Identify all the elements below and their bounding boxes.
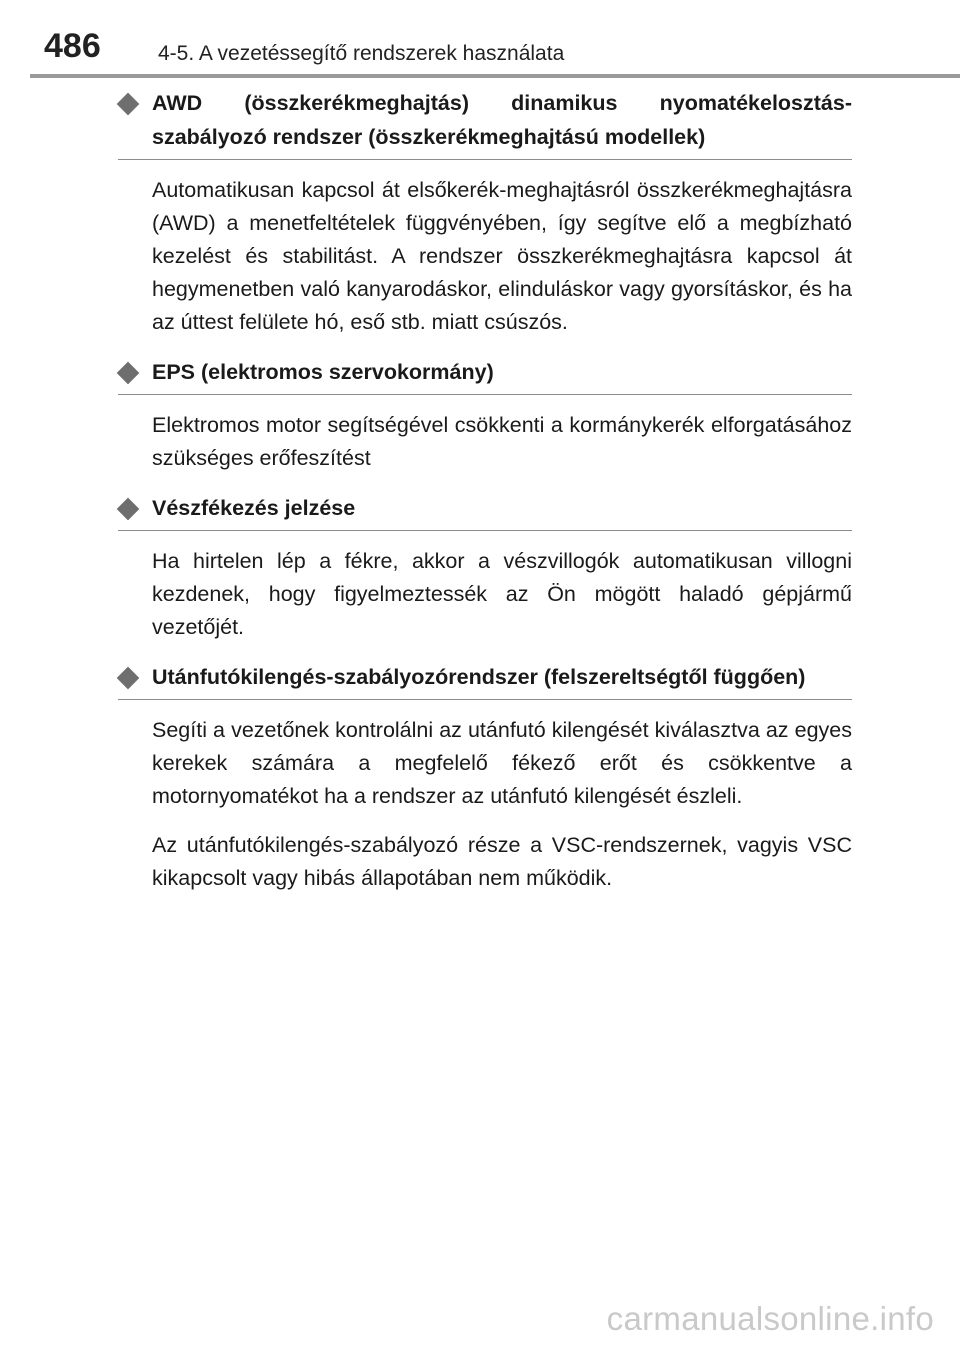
section-title-text: AWD (összkerékmeghajtás) dinamikus nyomatékelosztás-szabályozó rendszer (összkerékmeghajtású modellek): [152, 91, 852, 149]
section-title: [118, 491, 852, 531]
watermark: carmanualsonline.info: [606, 1300, 934, 1337]
section-paragraph: Elektromos motor segítségével csökkenti a kormánykerék elforgatásához szükséges erőfeszítést: [152, 413, 852, 470]
section-title-text: EPS (elektromos szervokormány): [152, 360, 494, 384]
page-number: 486: [44, 27, 101, 65]
section-trailer-sway-control: [118, 660, 852, 895]
diamond-icon: [117, 362, 140, 385]
section-emergency-brake-signal: [118, 491, 852, 644]
section-title: [118, 660, 852, 700]
section-title: [118, 355, 852, 395]
section-paragraph: Az utánfutókilengés-szabályozó része a VSC-rendszernek, vagyis VSC kikapcsolt vagy hibás állapotában nem működik.: [152, 833, 852, 890]
diamond-icon: [117, 667, 140, 690]
section-paragraph: Automatikusan kapcsol át elsőkerék-meghajtásról összkerékmeghajtásra (AWD) a menetfeltételek függvényében, így segítve elő a megbízható kezelést és stabilitást. A rendszer összkerékmeghajtásra kapcsol át hegymenetben való kanyarodáskor, elinduláskor vagy gyorsításkor, és ha az úttest felülete hó, eső stb. miatt csúszós.: [152, 178, 852, 334]
chapter-title: 4-5. A vezetéssegítő rendszerek használata: [158, 42, 565, 65]
diamond-icon: [117, 93, 140, 116]
page-content: [118, 86, 852, 911]
section-title-text: Utánfutókilengés-szabályozórendszer (felszereltségtől függően): [152, 665, 806, 689]
section-paragraph: Ha hirtelen lép a fékre, akkor a vészvillogók automatikusan villogni kezdenek, hogy figyelmeztessék az Ön mögött haladó gépjármű vezetőjét.: [152, 549, 852, 639]
diamond-icon: [117, 498, 140, 521]
section-paragraph: Segíti a vezetőnek kontrolálni az utánfutó kilengését kiválasztva az egyes kerekek számára a megfelelő fékező erőt és csökkentve a motornyomatékot ha a rendszer az utánfutó kilengését észleli.: [152, 718, 852, 808]
section-awd: [118, 86, 852, 339]
section-eps: [118, 355, 852, 475]
section-title-text: Vészfékezés jelzése: [152, 496, 356, 520]
section-title: [118, 86, 852, 160]
header-divider: [30, 74, 960, 78]
page-header: [0, 0, 960, 80]
